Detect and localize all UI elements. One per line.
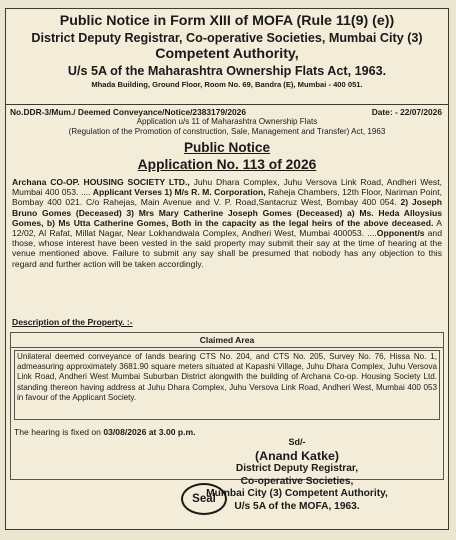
applicant-address: Juhu Dhara Complex, Juhu Versova Link Road, Andheri West, Mumbai 400 053. ....: [12, 177, 442, 198]
application-number: Application No. 113 of 2026: [137, 157, 317, 172]
property-heading: Description of the Property. :-: [12, 317, 133, 327]
header-competent-authority: Competent Authority,: [155, 46, 299, 62]
notice-closing: and those, whose interest have been vested in the said property may submit their say at the time of hearing at the venue mentioned above. Failure to submit any say shall be presumed that nobody has any objection to this regard and further action will be taken accordingly.: [12, 228, 442, 269]
notice-header: [6, 13, 448, 90]
notice-title: Public Notice: [183, 140, 271, 155]
signatory-title-1: District Deputy Registrar,: [235, 463, 359, 474]
signature-sd: Sd/-: [288, 437, 306, 447]
hearing-prefix: The hearing is fixed on: [14, 427, 104, 437]
opponents-label: Opponent/s: [376, 228, 425, 239]
public-notice-frame: [5, 8, 449, 530]
corporation-address: Raheja Chambers, 12th Floor, Nariman Point, Bombay 400 021. C/o Rahejas, Main Avenue and V. P. Road,Santacruz West, Bombay 400 054.: [12, 187, 442, 208]
signature-block: [146, 436, 448, 513]
versus-text: Applicant Verses 1) M/s R. M. Corporation,: [92, 187, 266, 198]
header-form-title: Public Notice in Form XIII of MOFA (Rule 11(9) (e)): [59, 13, 395, 29]
applicant-name: Archana CO-OP. HOUSING SOCIETY LTD.,: [12, 177, 190, 187]
notice-date: Date: - 22/07/2026: [371, 107, 442, 117]
header-act: U/s 5A of the Maharashtra Ownership Flats Act, 1963.: [67, 64, 387, 78]
opponents-text: 2) Joseph Bruno Gomes (Deceased) 3) Mrs Mary Catherine Joseph Gomes (Deceased) a) Ms. Heda Alloysius Gomes, b) Ms Utta Catherine Gomes, Both in the capacity as the legal heirs of the above deceased.: [12, 197, 442, 228]
property-description: Unilateral deemed conveyance of lands bearing CTS No. 204, and CTS No. 205, Survey No. 76, Hissa No. 1, admeasuring approximately 3681.90 square meters situated at Kapashi Village, Juhu Dhara Complex, Juhu Versova Link Road, Andheri West Mumbai Suburban District alongwith the building of Archana Co-op. Housing Society Ltd. standing thereon having address at Juhu Dhara Complex, Juhu Versova Link Road, Andheri West, Mumbai 400 053 in favour of the Applicant Society.: [14, 350, 440, 420]
reference-number: No.DDR-3/Mum./ Deemed Conveyance/Notice/2383179/2026: [10, 107, 246, 117]
signatory-title-3: Mumbai City (3) Competent Authority,: [206, 488, 388, 499]
reference-subtitle-2: (Regulation of the Promotion of construction, Sale, Management and Transfer) Act, 1963: [68, 127, 386, 136]
divider: [6, 104, 448, 105]
header-authority: District Deputy Registrar, Co-operative Societies, Mumbai City (3): [31, 31, 423, 45]
claimed-area-title: Claimed Area: [11, 333, 443, 348]
signatory-name: (Anand Katke): [255, 449, 339, 463]
seal-stamp: Seal: [181, 483, 227, 515]
opponents-address: A 12/02, Al Rafat, Millat Nagar, Near Lokhandwala Complex, Andheri West, Mumbai 400053. ....: [12, 217, 442, 239]
hearing-datetime: 03/08/2026 at 3.00 p.m.: [103, 427, 196, 437]
reference-subtitle-1: Application u/s 11 of Maharashtra Ownership Flats: [136, 117, 318, 126]
notice-body: [12, 177, 442, 269]
signatory-title-4: U/s 5A of the MOFA, 1963.: [234, 500, 360, 512]
signatory-title-2: Co-operative Societies,: [240, 475, 354, 487]
header-address: Mhada Building, Ground Floor, Room No. 69, Bandra (E), Mumbai - 400 051.: [91, 80, 363, 89]
reference-row: [10, 107, 442, 117]
